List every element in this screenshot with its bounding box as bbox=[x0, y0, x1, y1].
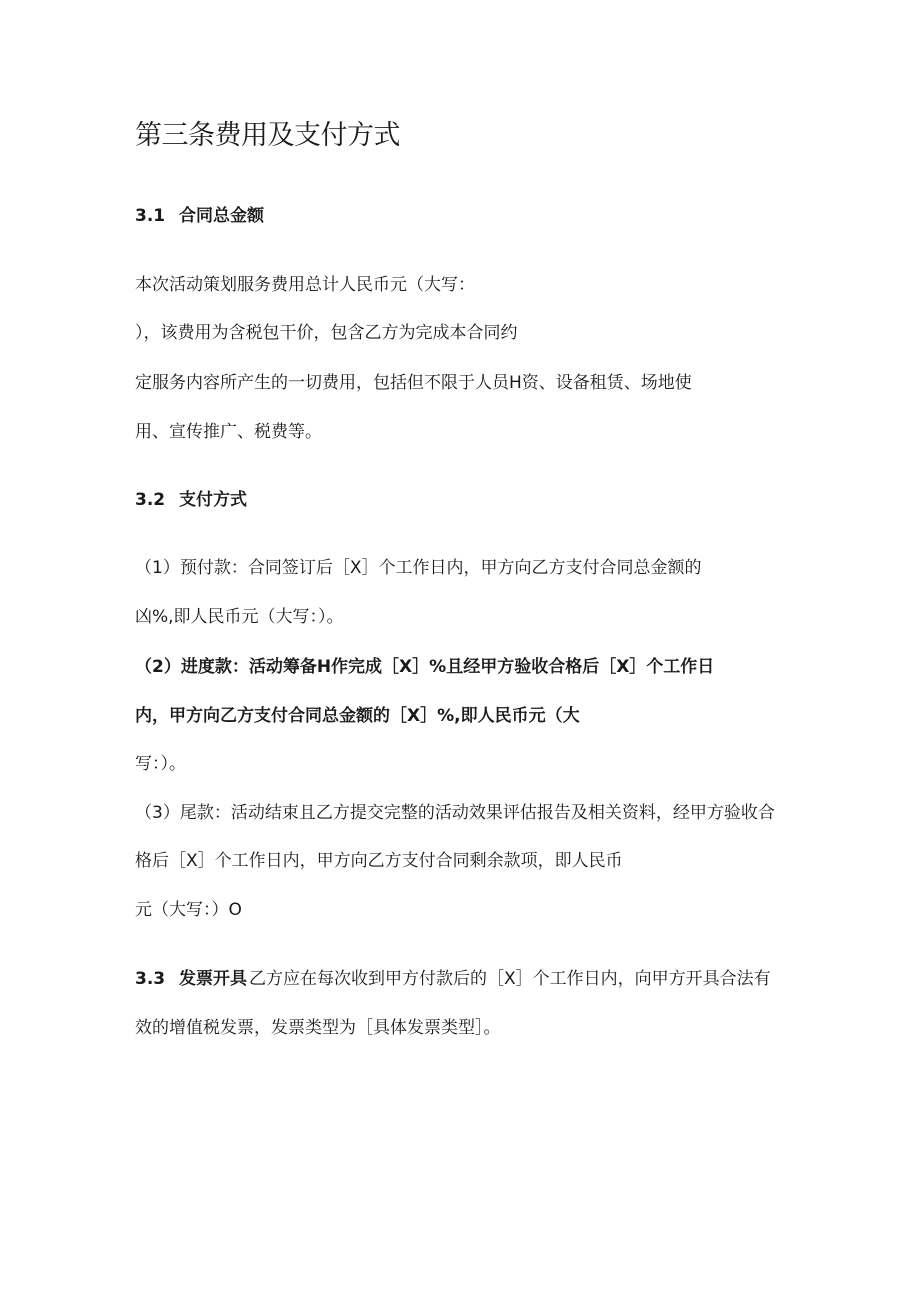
paragraph-line: 用、宣传推广、税费等。 bbox=[135, 422, 322, 442]
paragraph-line: 本次活动策划服务费用总计人民币元（大写： bbox=[135, 275, 475, 295]
paragraph-line: 定服务内容所产生的一切费用，包括但不限于人员H资、设备租赁、场地使 bbox=[135, 373, 692, 393]
payment-item-2-line: 写：）。 bbox=[135, 754, 186, 774]
section-heading-text: 发票开具 bbox=[179, 969, 247, 989]
section-number: 3.2 bbox=[135, 490, 166, 510]
section-number: 3.3 bbox=[135, 969, 166, 989]
section-heading-text: 合同总金额 bbox=[179, 206, 264, 226]
paragraph-text: 乙方应在每次收到甲方付款后的［X］个工作日内，向甲方开具合法有 bbox=[249, 969, 771, 989]
section-3-3-label bbox=[135, 969, 249, 989]
section-heading-3-1 bbox=[135, 205, 264, 227]
payment-item-2-line: （2）进度款：活动筹备H作完成［X］%且经甲方验收合格后［X］个工作日 bbox=[135, 657, 715, 677]
section-3-3-first-line bbox=[135, 968, 771, 990]
payment-item-2-line: 内，甲方向乙方支付合同总金额的［X］%,即人民币元（大 bbox=[135, 706, 580, 726]
section-heading-text: 支付方式 bbox=[179, 490, 247, 510]
section-heading-3-2 bbox=[135, 489, 247, 511]
payment-item-3-line: （3）尾款：活动结束且乙方提交完整的活动效果评估报告及相关资料，经甲方验收合 bbox=[135, 803, 775, 823]
page-title: 第三条费用及支付方式 bbox=[135, 120, 400, 151]
payment-item-3-line: 元（大写：）O bbox=[135, 900, 242, 920]
payment-item-1-line: 凶%,即人民币元（大写：）。 bbox=[135, 607, 344, 627]
paragraph-line: ），该费用为含税包干价，包含乙方为完成本合同约 bbox=[135, 323, 518, 343]
payment-item-3-line: 格后［X］个工作日内，甲方向乙方支付合同剩余款项，即人民币 bbox=[135, 851, 623, 871]
payment-item-1-line: （1）预付款：合同签订后［X］个工作日内，甲方向乙方支付合同总金额的 bbox=[135, 558, 702, 578]
paragraph-line: 效的增值税发票，发票类型为［具体发票类型］。 bbox=[135, 1018, 501, 1038]
section-number: 3.1 bbox=[135, 206, 166, 226]
